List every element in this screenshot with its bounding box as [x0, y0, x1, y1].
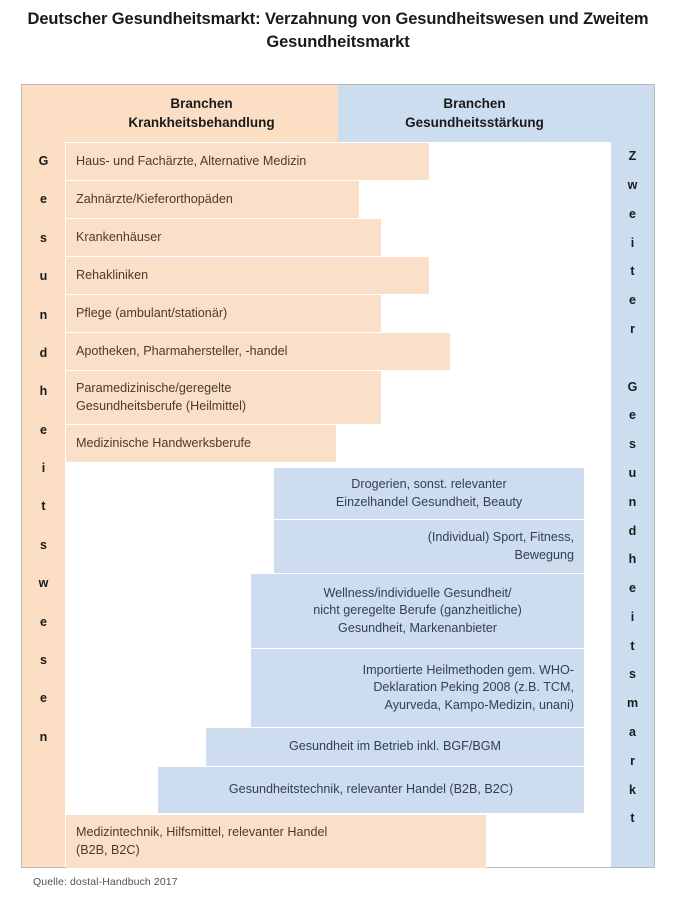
header-right-line2: Gesundheitsstärkung: [405, 114, 544, 130]
left-axis-letter: i: [41, 461, 46, 476]
bar-label-line2: Gesundheitsberufe (Heilmittel): [76, 398, 247, 413]
bar-row: [66, 181, 359, 218]
bar-label: [76, 380, 371, 415]
bar-label-line1: Paramedizinische/geregelte: [76, 381, 232, 396]
left-axis-letter: e: [40, 691, 47, 706]
bar-row: [66, 143, 429, 180]
right-axis-letter: r: [630, 753, 635, 768]
bar-label-line3: Gesundheit, Markenanbieter: [338, 620, 497, 635]
bar-label: Apotheken, Pharmahersteller, -handel: [76, 343, 288, 358]
left-axis-letter: d: [39, 345, 48, 360]
bar-label-line1: Wellness/individuelle Gesundheit/: [323, 585, 512, 600]
left-axis-letter: h: [39, 384, 48, 399]
bar-label-line1: Medizintechnik, Hilfsmittel, relevanter Handel: [76, 825, 328, 840]
bar-label: [76, 824, 476, 859]
bar-label: [284, 476, 574, 511]
bar-label-line2: (B2B, B2C): [76, 842, 140, 857]
bar-label-line2: nicht geregelte Berufe (ganzheitliche): [313, 603, 522, 618]
header-left-line1: Branchen: [170, 96, 233, 112]
bar-label: Haus- und Fachärzte, Alternative Medizin: [76, 153, 307, 168]
left-axis-letter: G: [38, 153, 49, 168]
bar-label-line1: (Individual) Sport, Fitness,: [427, 530, 574, 545]
right-axis-letter: e: [629, 408, 636, 423]
left-axis-letter: s: [40, 537, 47, 552]
page-title: Deutscher Gesundheitsmarkt: Verzahnung von Gesundheitswesen und Zweitem Gesundheitsmarkt: [27, 10, 649, 52]
right-axis-letter: a: [629, 725, 636, 740]
bar-row: [66, 425, 336, 462]
right-axis-letter: t: [630, 264, 635, 279]
right-axis-letter: i: [630, 609, 635, 624]
header-left-line2: Krankheitsbehandlung: [128, 114, 275, 130]
left-axis-letter: u: [39, 269, 48, 284]
bar-row: [274, 468, 584, 519]
left-axis-letter: t: [41, 499, 46, 514]
bar-label-line1: Importierte Heilmethoden gem. WHO-: [362, 662, 574, 677]
right-axis-letter: t: [630, 638, 635, 653]
source-note: Quelle: dostal-Handbuch 2017: [33, 876, 178, 888]
left-axis-letter: e: [40, 192, 47, 207]
bar-row: [251, 574, 584, 648]
bar-label: Krankenhäuser: [76, 229, 162, 244]
bar-label-line1: Drogerien, sonst. relevanter: [351, 477, 507, 492]
bar-row: [158, 767, 584, 813]
left-axis-letter: s: [40, 653, 47, 668]
bar-row: [66, 219, 381, 256]
left-axis-letter: e: [40, 422, 47, 437]
header-right-line1: Branchen: [443, 96, 506, 112]
bar-row: [66, 815, 486, 868]
header-gesundheitsstaerkung: [338, 85, 611, 142]
bar-row: [66, 333, 450, 370]
right-axis-letter: e: [629, 293, 636, 308]
left-axis-letter: e: [40, 614, 47, 629]
bar-label: Gesundheit im Betrieb inkl. BGF/BGM: [288, 739, 502, 754]
column-headers: [65, 85, 611, 142]
right-axis-letter: u: [628, 465, 637, 480]
left-axis-letter: w: [38, 576, 49, 591]
bar-label: Rehakliniken: [76, 267, 149, 282]
left-axis-letter: n: [39, 307, 48, 322]
right-axis-letter: k: [629, 782, 636, 797]
bar-label: [284, 529, 574, 564]
header-krankheitsbehandlung: [65, 85, 338, 142]
bar-row: [206, 728, 584, 766]
bars-area: [22, 142, 654, 867]
bar-label-line2: Einzelhandel Gesundheit, Beauty: [335, 494, 523, 509]
right-axis-letter: e: [629, 581, 636, 596]
left-axis-letter: s: [40, 230, 47, 245]
right-axis-letter: d: [628, 523, 637, 538]
bar-label: [261, 585, 574, 637]
right-axis-letter: G: [627, 379, 638, 394]
right-axis-letter: s: [629, 437, 636, 452]
bar-row: [251, 649, 584, 727]
bar-row: [66, 295, 381, 332]
right-axis-letter: Z: [628, 149, 637, 164]
right-axis-letter: s: [629, 667, 636, 682]
diagram-frame: [21, 84, 655, 868]
right-axis-letter: t: [630, 811, 635, 826]
bar-row: [66, 257, 429, 294]
right-axis-letter: n: [628, 494, 637, 509]
right-axis-letter: w: [627, 177, 638, 192]
right-axis-letter: h: [628, 552, 637, 567]
bar-label-line2: Bewegung: [514, 547, 574, 562]
bar-row: [66, 371, 381, 424]
bar-row: [274, 520, 584, 573]
bar-label: Gesundheitstechnik, relevanter Handel (B2B, B2C): [228, 782, 514, 797]
bar-label-line2: Deklaration Peking 2008 (z.B. TCM,: [373, 680, 574, 695]
left-axis-letter: n: [39, 729, 48, 744]
bar-label: Medizinische Handwerksberufe: [76, 435, 251, 450]
bar-label: Zahnärzte/Kieferorthopäden: [76, 191, 233, 206]
right-axis-letter: r: [630, 321, 635, 336]
right-axis-letter: e: [629, 206, 636, 221]
bar-label-line3: Ayurveda, Kampo-Medizin, unani): [384, 697, 574, 712]
right-axis-letter: m: [626, 696, 639, 711]
bar-label: [261, 662, 574, 714]
bar-label: Pflege (ambulant/stationär): [76, 305, 228, 320]
right-axis-letter: i: [630, 235, 635, 250]
